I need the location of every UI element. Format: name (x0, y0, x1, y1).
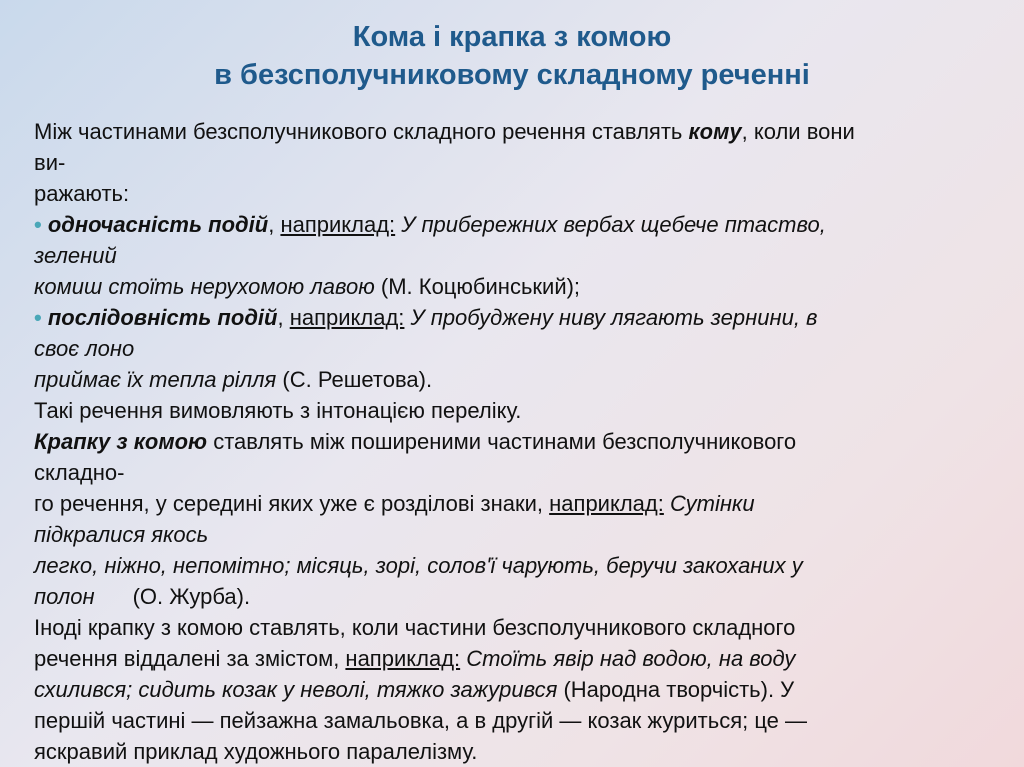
example-text: комиш стоїть нерухомою лавою (34, 274, 375, 299)
example-text: Сутінки (663, 491, 755, 516)
emphasis-term: одночасність подій (47, 212, 269, 237)
bullet-icon: • (34, 305, 42, 330)
text-line (34, 116, 1000, 147)
source-citation: (Народна творчість). У (557, 677, 795, 702)
example-label: наприклад: (345, 646, 461, 671)
example-label: наприклад: (280, 212, 396, 237)
text-line: підкралися якось (34, 522, 209, 547)
example-text: У пробуджену ниву лягають зернини, в (404, 305, 818, 330)
text-run: , (277, 305, 290, 330)
source-citation: (О. Журба). (132, 584, 251, 609)
example-label: наприклад: (289, 305, 405, 330)
text-run: , коли вони (741, 119, 855, 144)
title-line-1: Кома і крапка з комою (352, 21, 672, 53)
text-run: речення віддалені за змістом, (34, 646, 346, 671)
title-line-2: в безсполучниковому складному реченні (214, 59, 810, 91)
text-line (34, 271, 1000, 302)
text-line (34, 426, 1000, 457)
text-line (34, 488, 1000, 519)
example-text: У прибережних вербах щебече птаство, (395, 212, 826, 237)
text-line (34, 674, 1000, 705)
text-run: го речення, у середині яких уже є розділові знаки, (34, 491, 550, 516)
example-text: приймає їх тепла рілля (34, 367, 277, 392)
text-line: Іноді крапку з комою ставлять, коли частини безсполучникового складного (34, 615, 796, 640)
slide-title (0, 18, 1024, 94)
text-line (34, 581, 1000, 612)
emphasis-term: кому (688, 119, 742, 144)
text-line: ви- (34, 150, 66, 175)
text-line (34, 364, 1000, 395)
text-line: Такі речення вимовляють з інтонацією переліку. (34, 398, 522, 423)
source-citation: (М. Коцюбинський); (374, 274, 581, 299)
emphasis-term: Крапку з комою (34, 429, 208, 454)
bullet-item (34, 209, 1000, 240)
text-line: яскравий приклад художнього паралелізму. (34, 739, 478, 764)
bullet-icon: • (34, 212, 42, 237)
text-line: зелений (34, 243, 117, 268)
example-text: Стоїть явір над водою, на воду (460, 646, 796, 671)
text-line: своє лоно (34, 336, 135, 361)
text-line: складно- (34, 460, 125, 485)
text-line (34, 643, 1000, 674)
text-line: ражають: (34, 181, 130, 206)
emphasis-term: послідовність подій (47, 305, 278, 330)
example-label: наприклад: (549, 491, 664, 516)
text-run: , (268, 212, 281, 237)
source-citation: (С. Решетова). (276, 367, 433, 392)
body-text (34, 116, 1000, 767)
text-line: першій частині — пейзажна замальовка, а в другій — козак журиться; це — (34, 708, 808, 733)
text-line: легко, ніжно, непомітно; місяць, зорі, солов'ї чарують, беручи закоханих у (34, 553, 803, 578)
bullet-item (34, 302, 1000, 333)
example-text: полон (34, 584, 95, 609)
text-run: Між частинами безсполучникового складного речення ставлять (34, 119, 689, 144)
text-run: ставлять між поширеними частинами безсполучникового (207, 429, 797, 454)
example-text: схилився; сидить козак у неволі, тяжко зажурився (34, 677, 558, 702)
